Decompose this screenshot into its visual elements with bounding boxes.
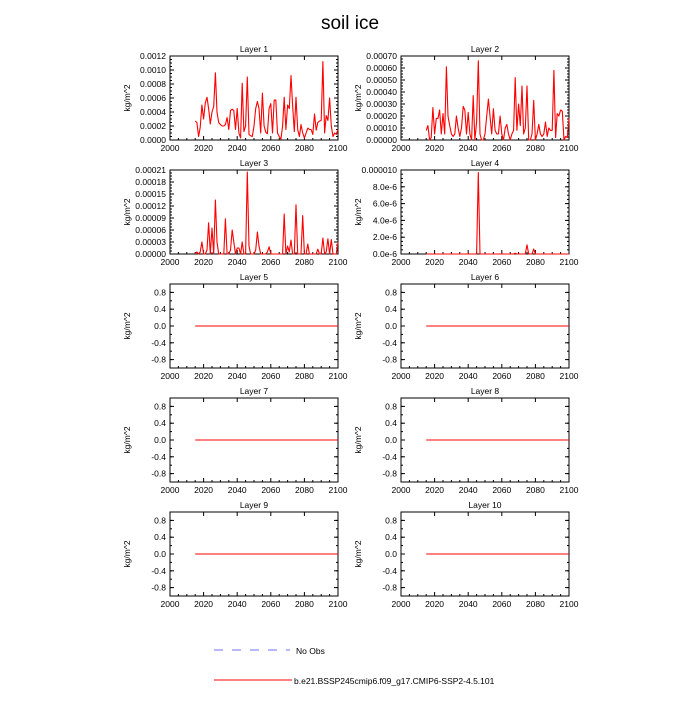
x-tick-label: 2020: [194, 485, 214, 495]
y-tick-label: 0.0: [385, 321, 397, 331]
y-tick-label: 0.00015: [135, 189, 166, 199]
chart-title: soil ice: [320, 13, 380, 34]
y-tick-label: 0.00006: [135, 225, 166, 235]
y-tick-label: 8.0e-6: [372, 181, 397, 192]
x-tick-label: 2080: [294, 257, 314, 267]
y-tick-label: 0.0e-6: [372, 249, 397, 259]
y-tick-label: 0.00040: [366, 87, 397, 97]
x-tick-label: 2100: [559, 485, 579, 495]
y-tick-label: 0.00000: [135, 249, 166, 259]
panel-title: Layer 8: [470, 386, 500, 396]
legend-label-model: b.e21.BSSP245cmip6.f09_g17.CMIP6-SSP2-4.5.101: [294, 676, 495, 686]
y-tick-label: 0.8: [154, 515, 166, 526]
y-tick-label: 0.00009: [135, 213, 166, 223]
y-axis-label: kg/m^2: [353, 312, 363, 340]
panel-title: Layer 4: [470, 158, 500, 168]
y-tick-label: 0.8: [385, 515, 397, 526]
x-tick-label: 2100: [559, 143, 579, 153]
x-tick-label: 2020: [194, 143, 214, 153]
x-tick-label: 2000: [160, 371, 180, 381]
y-axis-label: kg/m^2: [122, 312, 132, 340]
y-axis-label: kg/m^2: [122, 540, 132, 568]
x-tick-label: 2100: [559, 371, 579, 381]
x-tick-label: 2020: [425, 257, 445, 267]
panel-8: [353, 386, 579, 495]
y-tick-label: -0.4: [382, 565, 397, 576]
y-tick-label: 0.0010: [140, 65, 166, 75]
x-tick-label: 2060: [261, 599, 281, 609]
y-tick-label: 2.0e-6: [372, 232, 397, 243]
y-tick-label: 0.0002: [140, 121, 166, 131]
x-tick-label: 2060: [261, 485, 281, 495]
y-tick-label: 0.4: [154, 418, 166, 429]
y-tick-label: 0.0000: [140, 135, 166, 145]
y-tick-label: 0.0: [154, 435, 166, 445]
x-tick-label: 2060: [492, 143, 512, 153]
x-tick-label: 2060: [261, 143, 281, 153]
x-tick-label: 2000: [160, 257, 180, 267]
panel-7: [122, 386, 348, 495]
y-tick-label: 0.00000: [366, 135, 397, 145]
y-tick-label: 0.00030: [366, 99, 397, 109]
x-tick-label: 2080: [294, 599, 314, 609]
x-tick-label: 2040: [227, 371, 247, 381]
x-tick-label: 2020: [194, 257, 214, 267]
x-tick-label: 2100: [559, 599, 579, 609]
y-axis-label: kg/m^2: [122, 198, 132, 226]
y-tick-label: 0.000010: [361, 165, 397, 175]
y-tick-label: 0.4: [385, 418, 397, 429]
x-tick-label: 2100: [328, 143, 348, 153]
y-tick-label: 0.8: [154, 401, 166, 412]
x-tick-label: 2080: [525, 143, 545, 153]
plot-frame: [170, 170, 338, 254]
y-tick-label: 0.0012: [140, 51, 166, 61]
x-tick-label: 2080: [525, 485, 545, 495]
panel-title: Layer 9: [239, 500, 269, 510]
x-tick-label: 2040: [227, 485, 247, 495]
y-tick-label: 0.0008: [140, 79, 166, 89]
x-tick-label: 2000: [160, 599, 180, 609]
panel-title: Layer 3: [239, 158, 269, 168]
x-tick-label: 2040: [458, 143, 478, 153]
y-tick-label: 0.8: [154, 287, 166, 298]
series-line: [195, 172, 338, 254]
y-tick-label: 0.0006: [140, 93, 166, 103]
x-tick-label: 2020: [425, 143, 445, 153]
x-tick-label: 2080: [525, 257, 545, 267]
y-tick-label: -0.4: [151, 337, 166, 348]
x-tick-label: 2080: [294, 371, 314, 381]
y-tick-label: 0.0004: [140, 107, 166, 117]
panel-title: Layer 5: [239, 272, 269, 282]
y-tick-label: 0.00070: [366, 51, 397, 61]
y-tick-label: 0.00020: [366, 111, 397, 121]
panel-10: [353, 500, 579, 609]
panel-6: [353, 272, 579, 381]
panel-3: [122, 158, 348, 267]
x-tick-label: 2100: [328, 599, 348, 609]
x-tick-label: 2060: [261, 257, 281, 267]
y-tick-label: 0.00050: [366, 75, 397, 85]
x-tick-label: 2080: [294, 485, 314, 495]
x-tick-label: 2100: [328, 485, 348, 495]
x-tick-label: 2060: [492, 371, 512, 381]
y-tick-label: 0.4: [385, 304, 397, 315]
panel-2: [353, 44, 579, 153]
x-tick-label: 2060: [492, 599, 512, 609]
y-tick-label: 0.8: [385, 401, 397, 412]
x-tick-label: 2100: [328, 257, 348, 267]
y-axis-label: kg/m^2: [122, 84, 132, 112]
y-tick-label: 0.0: [385, 435, 397, 445]
y-tick-label: 0.0: [154, 321, 166, 331]
panel-title: Layer 10: [468, 500, 502, 510]
y-tick-label: -0.4: [382, 337, 397, 348]
plot-frame: [401, 170, 569, 254]
x-tick-label: 2060: [492, 257, 512, 267]
series-line: [426, 173, 569, 255]
panel-5: [122, 272, 348, 381]
y-tick-label: 0.00021: [135, 165, 166, 175]
x-tick-label: 2040: [458, 257, 478, 267]
panel-title: Layer 6: [470, 272, 500, 282]
x-tick-label: 2000: [160, 485, 180, 495]
x-tick-label: 2020: [425, 599, 445, 609]
y-tick-label: 0.4: [385, 532, 397, 543]
x-tick-label: 2100: [328, 371, 348, 381]
y-tick-label: 0.4: [154, 304, 166, 315]
x-tick-label: 2000: [391, 371, 411, 381]
x-tick-label: 2000: [391, 257, 411, 267]
x-tick-label: 2040: [227, 257, 247, 267]
y-tick-label: -0.8: [382, 468, 397, 479]
x-tick-label: 2020: [425, 485, 445, 495]
x-tick-label: 2040: [458, 371, 478, 381]
x-tick-label: 2000: [391, 599, 411, 609]
y-tick-label: 0.00018: [135, 177, 166, 187]
y-tick-label: 0.00010: [366, 123, 397, 133]
x-tick-label: 2060: [492, 485, 512, 495]
y-tick-label: -0.8: [382, 354, 397, 365]
y-tick-label: -0.4: [151, 451, 166, 462]
x-tick-label: 2020: [194, 599, 214, 609]
x-tick-label: 2100: [559, 257, 579, 267]
x-tick-label: 2000: [391, 485, 411, 495]
y-axis-label: kg/m^2: [353, 540, 363, 568]
series-line: [195, 62, 338, 140]
y-axis-label: kg/m^2: [122, 426, 132, 454]
panel-title: Layer 7: [239, 386, 269, 396]
x-tick-label: 2040: [458, 485, 478, 495]
y-tick-label: -0.8: [151, 582, 166, 593]
y-tick-label: 0.00003: [135, 237, 166, 247]
y-tick-label: -0.8: [151, 468, 166, 479]
y-tick-label: 0.00012: [135, 201, 166, 211]
x-tick-label: 2040: [458, 599, 478, 609]
y-tick-label: 0.4: [154, 532, 166, 543]
y-tick-label: -0.8: [382, 582, 397, 593]
y-axis-label: kg/m^2: [353, 198, 363, 226]
legend: [214, 646, 495, 686]
y-axis-label: kg/m^2: [353, 84, 363, 112]
y-tick-label: 4.0e-6: [372, 215, 397, 226]
x-tick-label: 2020: [425, 371, 445, 381]
panel-title: Layer 1: [239, 44, 269, 54]
y-tick-label: 6.0e-6: [372, 198, 397, 209]
x-tick-label: 2080: [525, 371, 545, 381]
series-line: [426, 61, 569, 140]
x-tick-label: 2020: [194, 371, 214, 381]
plot-frame: [401, 56, 569, 140]
x-tick-label: 2060: [261, 371, 281, 381]
y-tick-label: 0.0: [385, 549, 397, 559]
x-tick-label: 2000: [160, 143, 180, 153]
y-tick-label: -0.8: [151, 354, 166, 365]
panel-4: [353, 158, 579, 267]
y-tick-label: 0.0: [154, 549, 166, 559]
y-tick-label: 0.00060: [366, 63, 397, 73]
panel-9: [122, 500, 348, 609]
panel-1: [122, 44, 348, 153]
x-tick-label: 2040: [227, 599, 247, 609]
x-tick-label: 2040: [227, 143, 247, 153]
x-tick-label: 2080: [525, 599, 545, 609]
y-axis-label: kg/m^2: [353, 426, 363, 454]
y-tick-label: -0.4: [382, 451, 397, 462]
y-tick-label: 0.8: [385, 287, 397, 298]
panel-title: Layer 2: [470, 44, 500, 54]
legend-label-no-obs: No Obs: [296, 646, 325, 656]
x-tick-label: 2080: [294, 143, 314, 153]
x-tick-label: 2000: [391, 143, 411, 153]
y-tick-label: -0.4: [151, 565, 166, 576]
